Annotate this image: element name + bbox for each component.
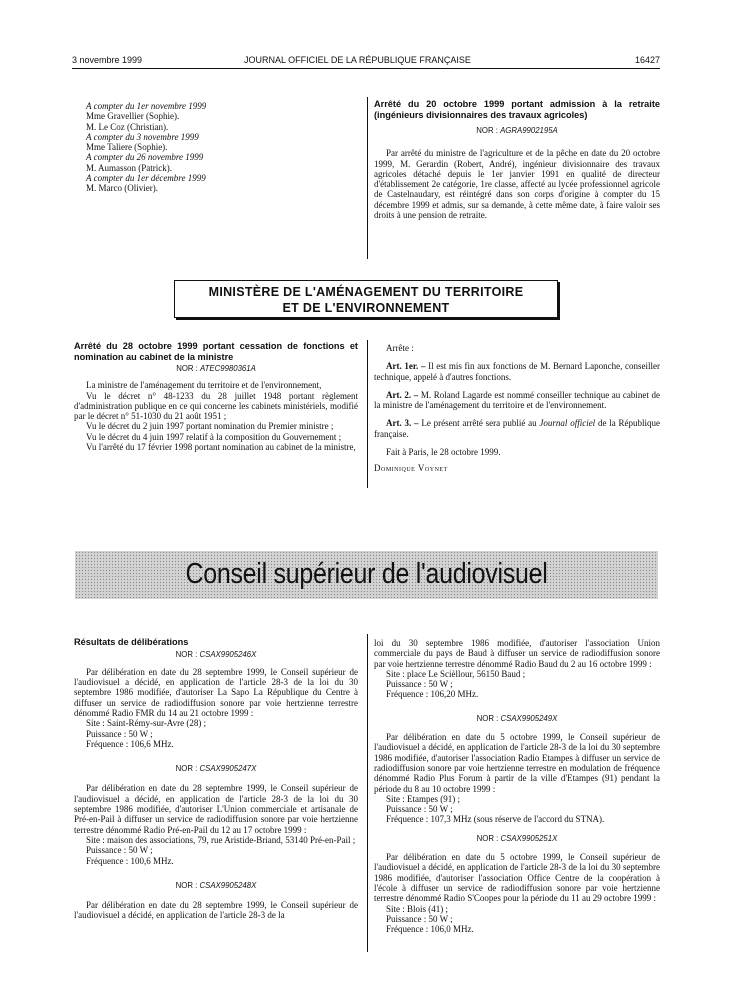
ministry-line-2: ET DE L'ENVIRONNEMENT bbox=[282, 301, 450, 315]
deliberation-paragraph: Par délibération en date du 5 octobre 1999, le Conseil supérieur de l'audiovisuel a décidé, en application de l'article 28-3 de la loi du 30 septembre 1986 modifiée, d'autoriser l'association Office Centre de la coopération à l'école à diffuser un service de radiodiffusion sonore par voie hertzienne terrestre dénommé Radio S'Coopes pour la période du 11 au 29 octobre 1999 : bbox=[374, 852, 660, 904]
deliberation-continued: loi du 30 septembre 1986 modifiée, d'autoriser l'association Union commerciale du pays de Baud à diffuser un service de radiodiffusion sonore par voie hertzienne terrestre dénommé Radio Baud du 2 au 16 octobre 1999 : bbox=[374, 638, 660, 669]
puissance-line: Puissance : 50 W ; bbox=[386, 913, 453, 924]
name-line: Mme Gravellier (Sophie). bbox=[86, 111, 180, 122]
nor-reference: NOR : CSAX9905247X bbox=[175, 764, 257, 774]
puissance-line: Puissance : 50 W ; bbox=[386, 679, 453, 690]
deliberation-paragraph: Par délibération en date du 5 octobre 1999, le Conseil supérieur de l'audiovisuel a décidé, en application de l'article 28-3 de la loi du 30 septembre 1986 modifiée, d'autoriser l'association Radio Etampes à diffuser un service de radiodiffusion sonore par voie hertzienne terrestre en modulation de fréquence dénommé Radio Plus Forum à partir de la ville d'Etampes (91) pendant la période du 8 au 10 octobre 1999 : bbox=[374, 732, 660, 794]
name-line: M. Le Coz (Christian). bbox=[86, 121, 169, 132]
header-date: 3 novembre 1999 bbox=[72, 55, 143, 65]
puissance-line: Puissance : 50 W ; bbox=[386, 804, 453, 815]
section-title: Résultats de délibérations bbox=[74, 637, 189, 647]
arrete-title: Arrêté du 20 octobre 1999 portant admission à la retraite (ingénieurs divisionnaires des travaux agricoles) bbox=[374, 99, 660, 120]
paragraph: Vu le décret du 2 juin 1997 portant nomination du Premier ministre ; bbox=[86, 421, 334, 432]
article-3: Art. 3. – Le présent arrêté sera publié au Journal officiel de la République française. bbox=[374, 418, 660, 439]
header-page-number: 16427 bbox=[634, 55, 660, 65]
signature: Dominique Voynet bbox=[374, 463, 448, 474]
paragraph: La ministre de l'aménagement du territoire et de l'environnement, bbox=[86, 380, 322, 391]
paragraph: Vu le décret du 4 juin 1997 relatif à la composition du Gouvernement ; bbox=[86, 431, 342, 442]
middle-left-column bbox=[74, 341, 358, 452]
article-2: Art. 2. – M. Roland Lagarde est nommé conseiller technique au cabinet de la ministre de l'aménagement du territoire et de l'environnement. bbox=[374, 389, 661, 411]
column-divider bbox=[367, 97, 368, 259]
middle-right-column bbox=[374, 343, 660, 474]
arrete-word: Arrête : bbox=[386, 343, 414, 353]
fait-a-paris: Fait à Paris, le 28 octobre 1999. bbox=[386, 447, 501, 458]
site-line: Site : Etampes (91) ; bbox=[386, 793, 460, 804]
date-heading: A compter du 1er novembre 1999 bbox=[86, 101, 207, 111]
arrete-title: Arrêté du 28 octobre 1999 portant cessation de fonctions et nomination au cabinet de la ministre bbox=[74, 341, 358, 362]
header-rule bbox=[72, 68, 660, 69]
paragraph: Vu l'arrêté du 17 février 1998 portant nomination au cabinet de la ministre, bbox=[86, 442, 356, 453]
ministry-line-1: MINISTÈRE DE L'AMÉNAGEMENT DU TERRITOIRE bbox=[208, 285, 524, 299]
page-header bbox=[72, 55, 660, 67]
frequence-line: Fréquence : 107,3 MHz (sous réserve de l'accord du STNA). bbox=[386, 814, 605, 825]
site-line: Site : maison des associations, 79, rue Aristide-Briand, 53140 Pré-en-Pail ; bbox=[86, 834, 356, 845]
arrete-body: Par arrêté du ministre de l'agriculture et de la pêche en date du 20 octobre 1999, M. Gerardin (Robert, André), ingénieur divisionnaire des travaux agricoles détaché depuis le 1er janvier 1991 en qualité de directeur d'établissement 2e catégorie, 1re classe, affecté au lycée professionnel agricole de Castelnaudary, est réintégré dans son corps d'origine à compter du 15 décembre 1999 et admis, sur sa demande, à cette même date, à faire valoir ses droits à une pension de retraite. bbox=[374, 148, 660, 221]
column-divider bbox=[367, 340, 368, 488]
frequence-line: Fréquence : 106,20 MHz. bbox=[386, 689, 479, 700]
csa-banner bbox=[75, 551, 658, 599]
paragraph: Vu le décret n° 48-1233 du 28 juillet 1948 portant règlement d'administration publique en ce qui concerne les cabinets ministériels, modifié par le décret n° 51-1030 du 21 août 1951 ; bbox=[74, 390, 358, 422]
deliberation-paragraph: Par délibération en date du 28 septembre 1999, le Conseil supérieur de l'audiovisuel a décidé, en application de l'article 28-3 de la bbox=[74, 900, 358, 921]
site-line: Site : Saint-Rémy-sur-Avre (28) ; bbox=[86, 718, 207, 729]
top-left-column bbox=[86, 101, 370, 194]
nor-reference: NOR : CSAX9905251X bbox=[476, 833, 558, 843]
nor-reference: NOR : CSAX9905248X bbox=[175, 880, 257, 890]
top-right-column bbox=[374, 99, 660, 220]
frequence-line: Fréquence : 106,0 MHz. bbox=[386, 924, 474, 935]
date-heading: A compter du 3 novembre 1999 bbox=[86, 131, 199, 142]
column-divider bbox=[367, 634, 368, 952]
nor-reference: NOR : ATEC9980361A bbox=[176, 364, 256, 373]
site-line: Site : place Le Scièllour, 56150 Baud ; bbox=[386, 668, 526, 679]
deliberation-paragraph: Par délibération en date du 28 septembre 1999, le Conseil supérieur de l'audiovisuel a décidé, en application de l'article 28-3 de la loi du 30 septembre 1986 modifiée, d'autoriser La Sapo La République du Centre à diffuser un service de radiodiffusion sonore par voie hertzienne terrestre dénommé Radio FMR du 14 au 21 octobre 1999 : bbox=[74, 666, 358, 718]
date-heading: A compter du 26 novembre 1999 bbox=[86, 152, 204, 163]
puissance-line: Puissance : 50 W ; bbox=[86, 728, 153, 739]
frequence-line: Fréquence : 100,6 MHz. bbox=[86, 855, 174, 866]
date-heading: A compter du 1er décembre 1999 bbox=[86, 173, 206, 184]
name-line: M. Aumasson (Patrick). bbox=[86, 162, 172, 173]
site-line: Site : Blois (41) ; bbox=[386, 903, 449, 914]
nor-reference: NOR : AGRA9902195A bbox=[476, 126, 558, 135]
banner-title: Conseil supérieur de l'audiovisuel bbox=[185, 558, 548, 590]
nor-reference: NOR : CSAX9905246X bbox=[175, 649, 257, 659]
frequence-line: Fréquence : 106,6 MHz. bbox=[86, 738, 174, 749]
nor-reference: NOR : CSAX9905249X bbox=[476, 713, 558, 723]
ministry-heading-box bbox=[174, 280, 558, 318]
name-line: Mme Taliere (Sophie). bbox=[86, 142, 168, 153]
puissance-line: Puissance : 50 W ; bbox=[86, 845, 153, 856]
bottom-left-column bbox=[74, 637, 358, 921]
header-journal-title: JOURNAL OFFICIEL DE LA RÉPUBLIQUE FRANÇAISE bbox=[244, 55, 471, 65]
name-line: M. Marco (Olivier). bbox=[86, 183, 158, 194]
bottom-right-column bbox=[374, 638, 660, 934]
deliberation-paragraph: Par délibération en date du 28 septembre 1999, le Conseil supérieur de l'audiovisuel a décidé, en application de l'article 28-3 de la loi du 30 septembre 1986 modifiée, d'autoriser L'Union commerciale et artisanale de Pré-en-Pail à diffuser un service de radiodiffusion sonore par voie hertzienne terrestre dénommé Radio Pré-en-Pail du 12 au 17 octobre 1999 : bbox=[74, 783, 358, 835]
article-1: Art. 1er. – Il est mis fin aux fonctions de M. Bernard Laponche, conseiller technique, appelé à d'autres fonctions. bbox=[374, 361, 661, 382]
